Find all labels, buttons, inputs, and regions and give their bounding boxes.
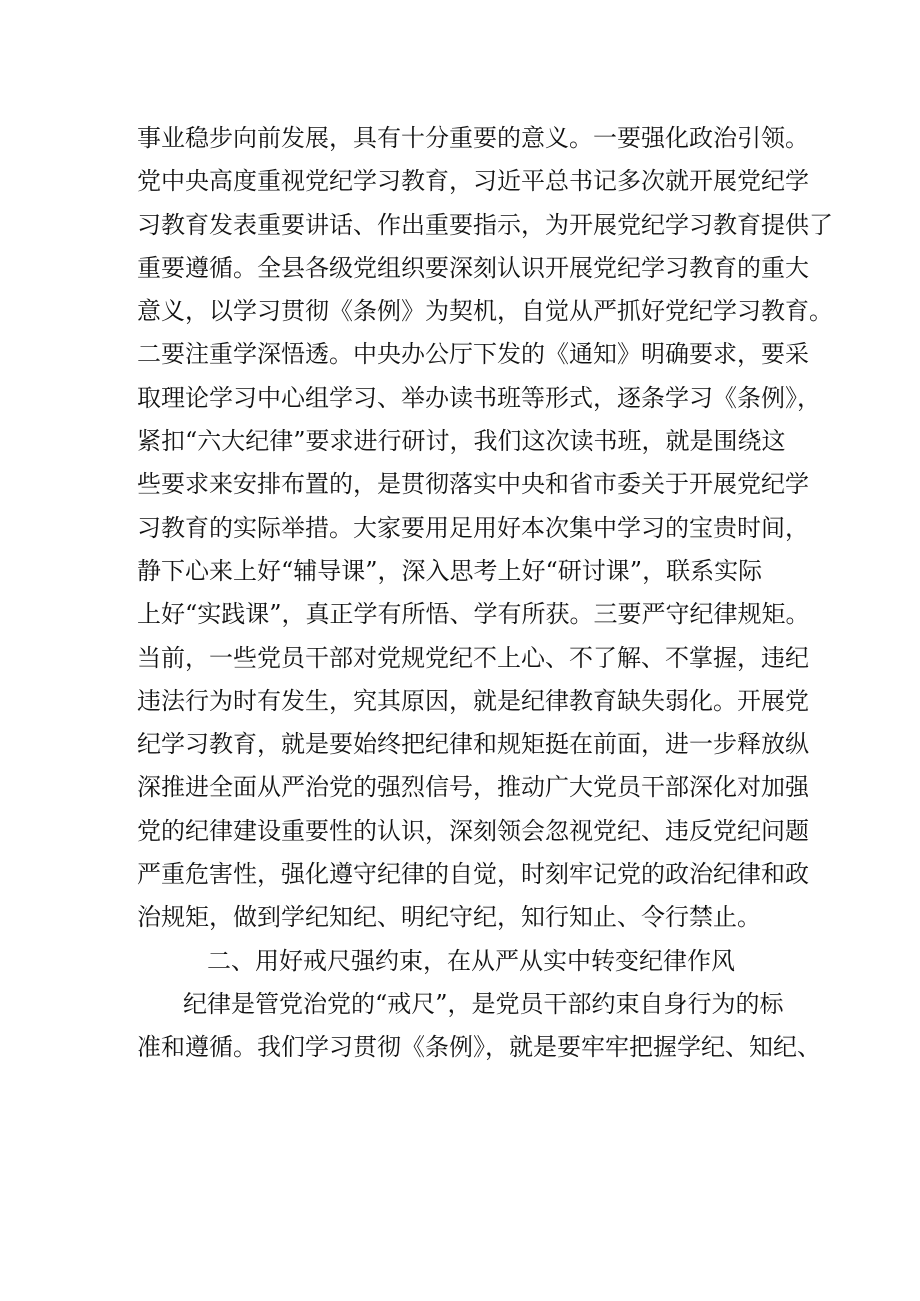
body-line: 纪学习教育，就是要始终把纪律和规矩挺在前面，进一步释放纵 [137, 730, 809, 759]
document-body [137, 117, 833, 1070]
body-line: 治规矩，做到学纪知纪、明纪守纪，知行知止、令行禁止。 [137, 903, 761, 932]
body-line: 静下心来上好“辅导课”，深入思考上好“研讨课”，联系实际 [137, 556, 763, 585]
body-line: 纪律是管党治党的“戒尺”，是党员干部约束自身行为的标 [183, 989, 784, 1018]
body-line: 当前，一些党员干部对党规党纪不上心、不了解、不掌握，违纪 [137, 643, 809, 672]
body-line: 党的纪律建设重要性的认识，深刻领会忽视党纪、违反党纪问题 [137, 816, 809, 845]
body-line: 违法行为时有发生，究其原因，就是纪律教育缺失弱化。开展党 [137, 686, 809, 715]
body-line: 严重危害性，强化遵守纪律的自觉，时刻牢记党的政治纪律和政 [137, 860, 809, 889]
body-line: 二要注重学深悟透。中央办公厅下发的《通知》明确要求，要采 [137, 340, 809, 369]
body-line: 事业稳步向前发展，具有十分重要的意义。一要强化政治引领。 [137, 124, 809, 152]
body-line: 意义，以学习贯彻《条例》为契机，自觉从严抓好党纪学习教育。 [137, 297, 833, 326]
body-line: 准和遵循。我们学习贯彻《条例》，就是要牢牢把握学纪、知纪、 [137, 1033, 821, 1062]
section-heading: 二、用好戒尺强约束，在从严从实中转变纪律作风 [207, 946, 735, 975]
body-line: 些要求来安排布置的，是贯彻落实中央和省市委关于开展党纪学 [137, 470, 809, 499]
body-line: 习教育的实际举措。大家要用足用好本次集中学习的宝贵时间， [137, 513, 809, 542]
body-line: 党中央高度重视党纪学习教育，习近平总书记多次就开展党纪学 [137, 167, 809, 196]
body-line: 上好“实践课”，真正学有所悟、学有所获。三要严守纪律规矩。 [137, 600, 810, 629]
body-line: 深推进全面从严治党的强烈信号，推动广大党员干部深化对加强 [137, 773, 809, 802]
body-line: 紧扣“六大纪律”要求进行研讨，我们这次读书班，就是围绕这 [137, 427, 786, 456]
body-line: 习教育发表重要讲话、作出重要指示，为开展党纪学习教育提供了 [137, 210, 833, 239]
body-line: 重要遵循。全县各级党组织要深刻认识开展党纪学习教育的重大 [137, 253, 809, 282]
body-line: 取理论学习中心组学习、举办读书班等形式，逐条学习《条例》， [137, 383, 821, 412]
